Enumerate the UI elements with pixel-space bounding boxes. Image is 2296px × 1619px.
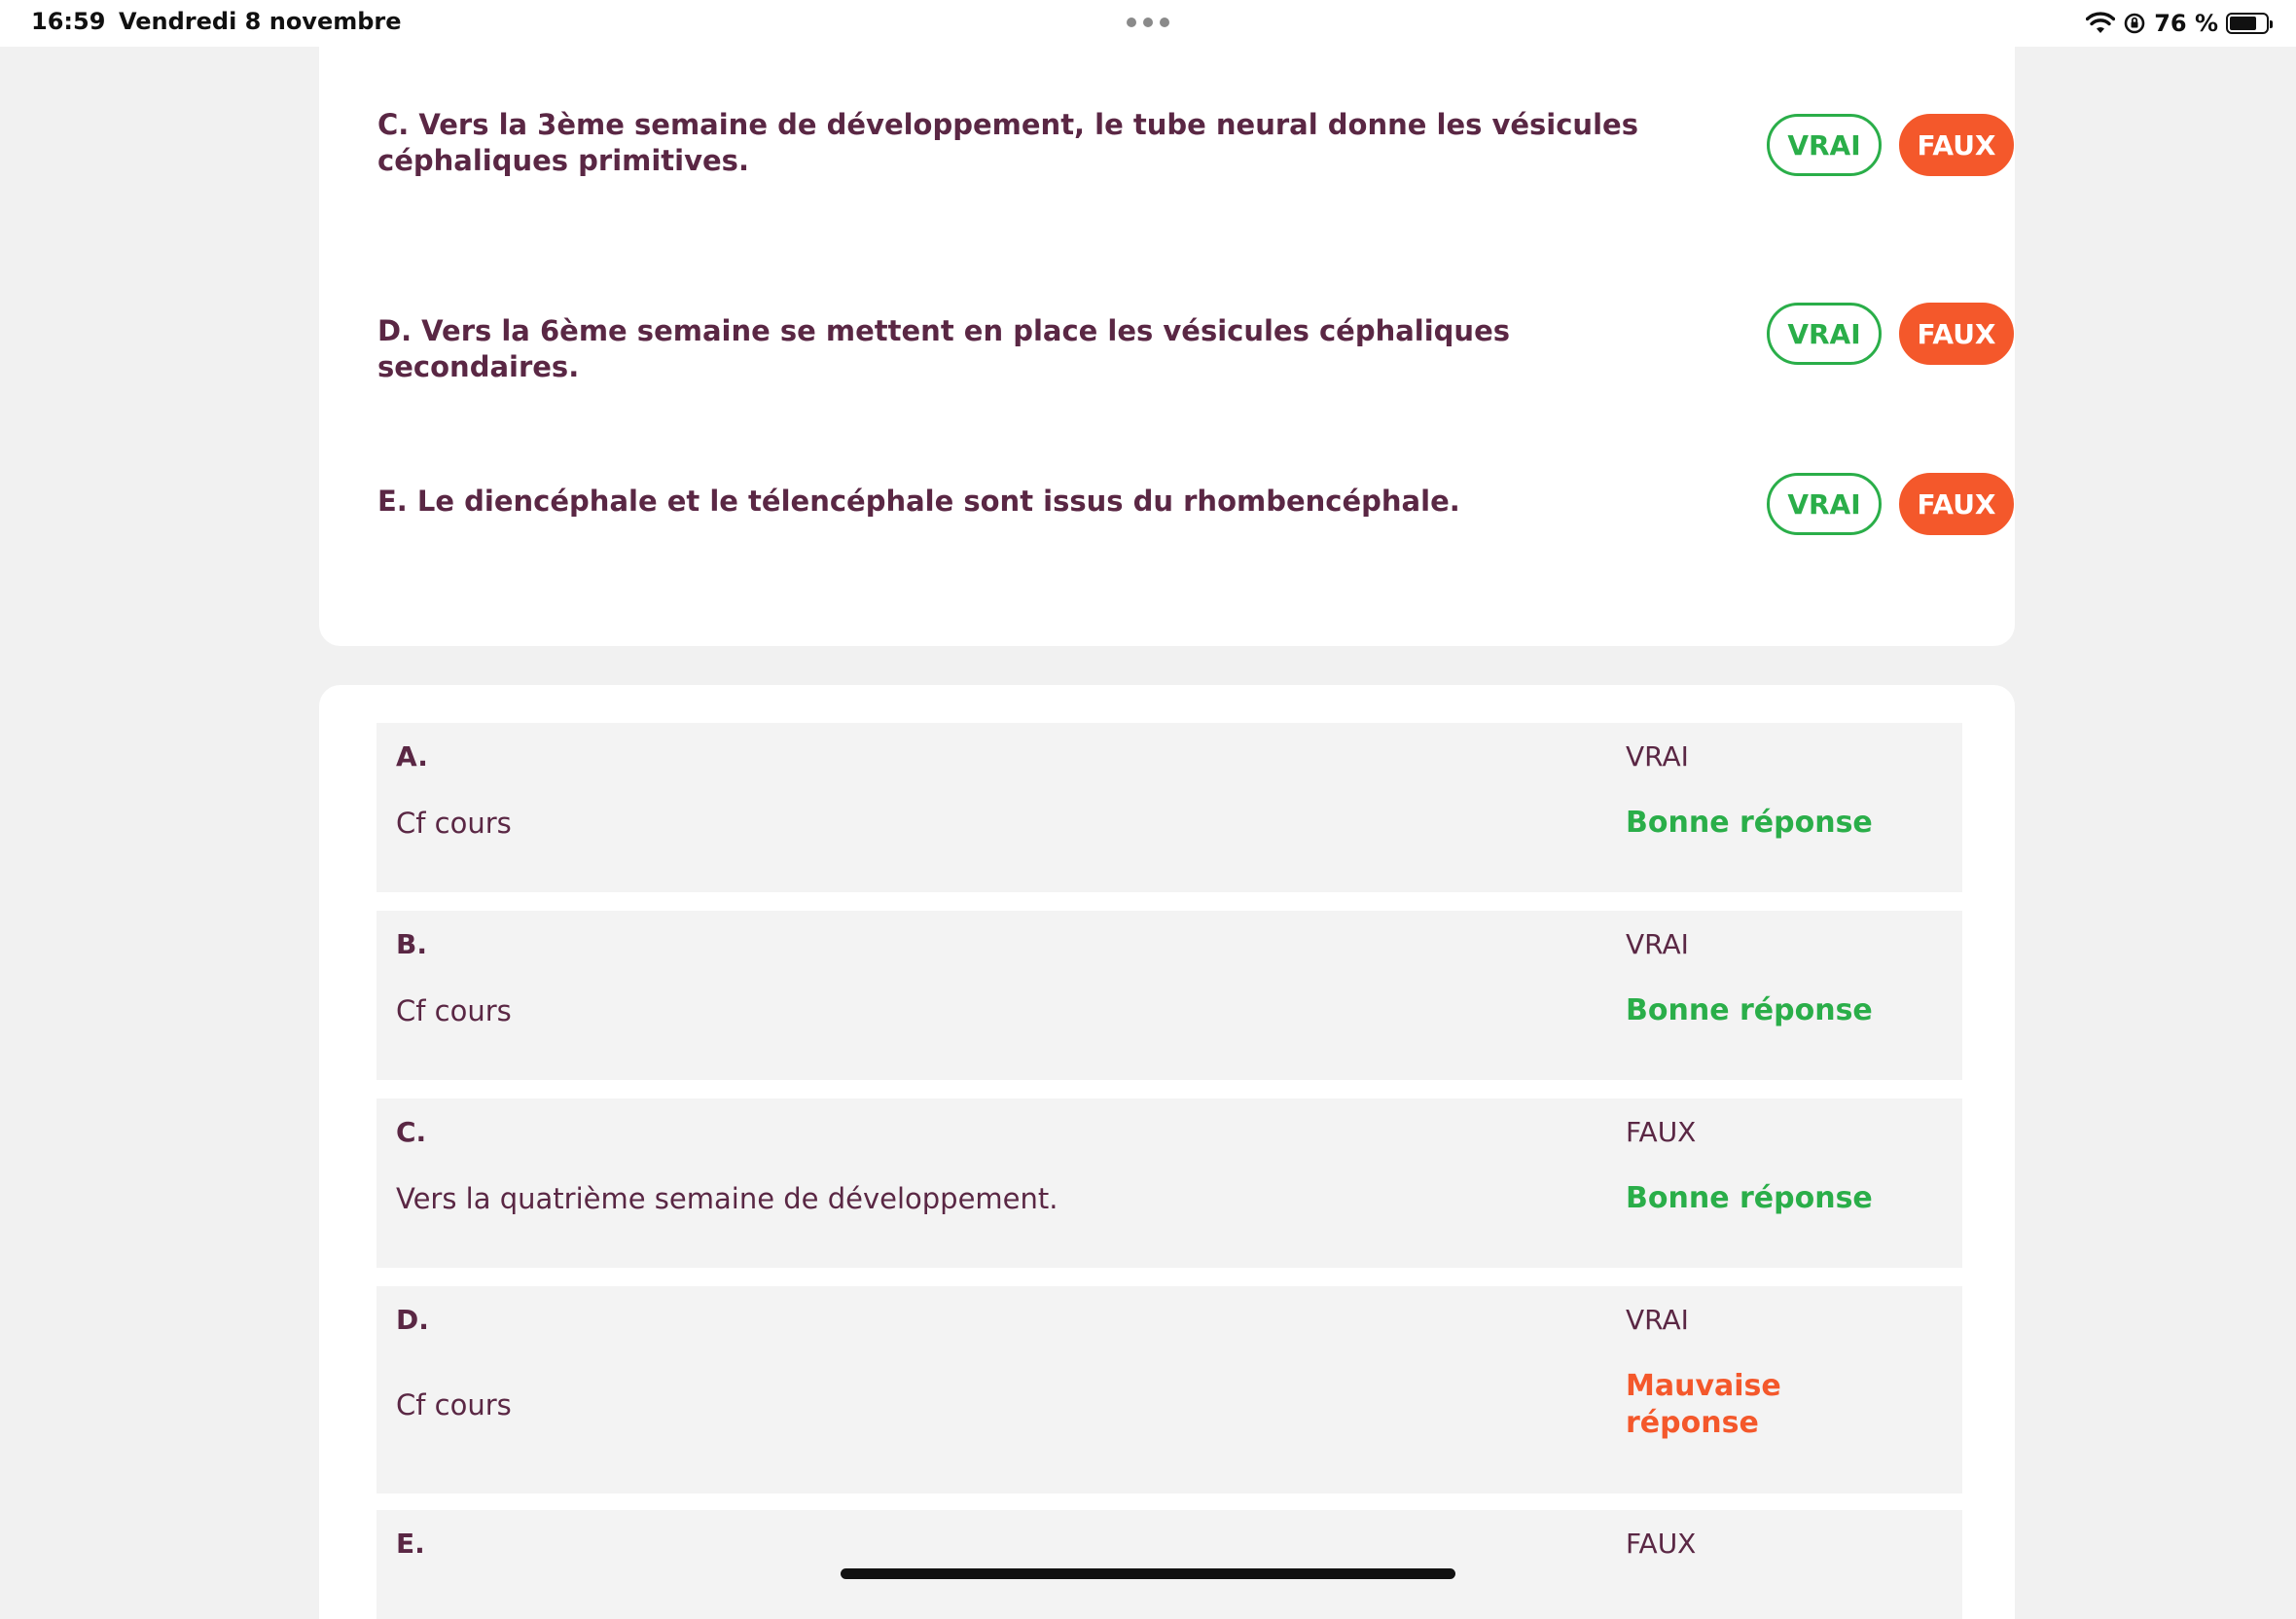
battery-icon: [2226, 13, 2269, 34]
answer-letter: C.: [396, 1116, 427, 1148]
question-text: C. Vers la 3ème semaine de développement, le tube neural donne les vésicules céphaliques primitives.: [377, 108, 1638, 177]
answer-explanation: Vers la quatrième semaine de développement.: [396, 1182, 1058, 1215]
multitasking-dots-icon[interactable]: [1127, 18, 1169, 27]
status-indicators: [2086, 8, 2269, 39]
status-time: 16:59: [31, 8, 106, 35]
answer-truth: VRAI: [1626, 928, 1689, 960]
vrai-button[interactable]: VRAI: [1767, 114, 1882, 176]
answer-row-e: [377, 1510, 1962, 1619]
answer-truth: FAUX: [1626, 1116, 1697, 1148]
answer-verdict: Bonne réponse: [1626, 993, 1873, 1027]
vrai-button[interactable]: VRAI: [1767, 303, 1882, 365]
answer-explanation: Cf cours: [396, 994, 512, 1027]
answer-truth: FAUX: [1626, 1528, 1697, 1560]
answer-truth: VRAI: [1626, 1304, 1689, 1336]
battery-percent: 76 %: [2154, 10, 2218, 37]
wifi-icon: [2086, 12, 2115, 35]
status-bar: [0, 0, 2296, 47]
faux-button[interactable]: FAUX: [1899, 473, 2014, 535]
questions-card: [319, 0, 2015, 646]
question-text: E. Le diencéphale et le télencéphale sont issus du rhombencéphale.: [377, 485, 1460, 518]
answer-explanation: Cf cours: [396, 1388, 512, 1421]
answer-letter: A.: [396, 740, 428, 773]
answer-verdict: Bonne réponse: [1626, 806, 1873, 840]
home-indicator[interactable]: [841, 1568, 1455, 1579]
answer-letter: E.: [396, 1528, 425, 1560]
vrai-button[interactable]: VRAI: [1767, 473, 1882, 535]
faux-button[interactable]: FAUX: [1899, 114, 2014, 176]
answer-truth: VRAI: [1626, 740, 1689, 773]
answer-row-c: [377, 1098, 1962, 1268]
answer-row-a: [377, 723, 1962, 892]
status-date: Vendredi 8 novembre: [119, 8, 402, 35]
orientation-lock-icon: [2123, 12, 2146, 35]
answer-letter: D.: [396, 1304, 429, 1336]
answer-row-b: [377, 911, 1962, 1080]
answer-explanation: Cf cours: [396, 807, 512, 840]
faux-button[interactable]: FAUX: [1899, 303, 2014, 365]
question-text: D. Vers la 6ème semaine se mettent en place les vésicules céphaliques secondaires.: [377, 314, 1511, 383]
correction-card: [319, 685, 2015, 1619]
answer-verdict: Mauvaise réponse: [1626, 1369, 1781, 1440]
battery-fill: [2230, 17, 2256, 30]
answer-letter: B.: [396, 928, 427, 960]
answer-verdict: Bonne réponse: [1626, 1181, 1873, 1215]
answer-row-d: [377, 1286, 1962, 1493]
